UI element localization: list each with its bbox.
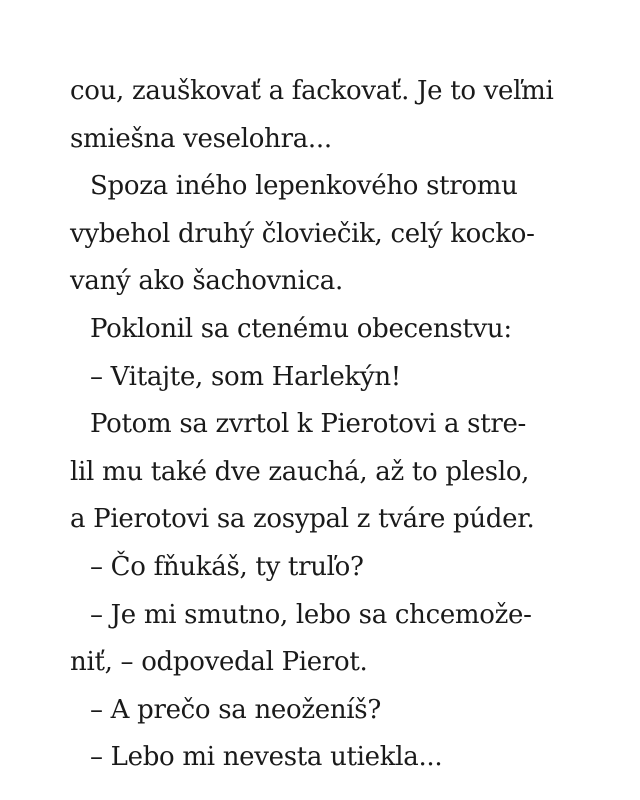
text-line: Potom sa zvrtol k Pierotovi a stre- bbox=[90, 409, 527, 440]
text-line: niť, – odpovedal Pierot. bbox=[70, 647, 368, 678]
text-line: vaný ako šachovnica. bbox=[70, 266, 343, 297]
book-page-text bbox=[70, 68, 570, 782]
text-line: – Vitajte, som Harlekýn! bbox=[90, 361, 401, 392]
text-line: cou, zauškovať a fackovať. Je to veľmi bbox=[70, 76, 554, 106]
text-line: – Lebo mi nevesta utiekla... bbox=[90, 742, 443, 773]
text-line: vybehol druhý človiečik, celý kocko- bbox=[70, 218, 535, 249]
text-line: Spoza iného lepenkového stromu bbox=[90, 171, 518, 202]
text-line: – Je mi smutno, lebo sa chcemože- bbox=[90, 599, 532, 630]
text-line: lil mu také dve zauchá, až to pleslo, bbox=[70, 456, 530, 487]
text-line: a Pierotovi sa zosypal z tváre púder. bbox=[70, 504, 535, 535]
text-line: – Čo fňukáš, ty truľo? bbox=[90, 551, 364, 582]
text-line: smiešna veselohra... bbox=[70, 123, 332, 154]
text-line: – A prečo sa neoženíš? bbox=[90, 694, 381, 725]
text-line: Poklonil sa ctenému obecenstvu: bbox=[90, 313, 512, 344]
